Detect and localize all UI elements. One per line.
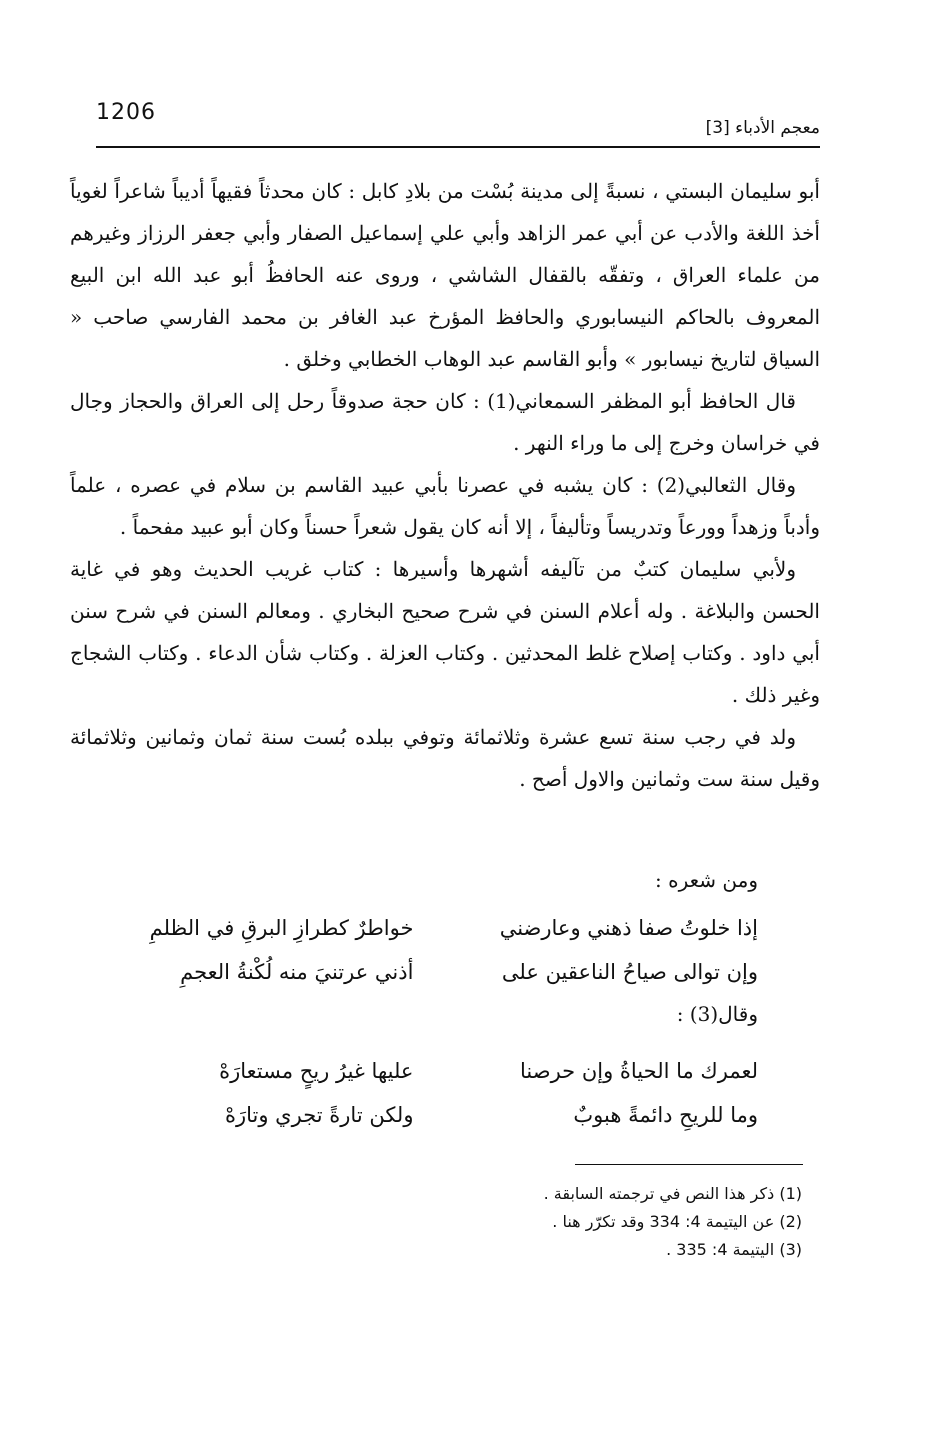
verse (120, 1093, 758, 1137)
main-text (70, 170, 820, 800)
footnotes (544, 1180, 802, 1264)
verse-first-hemistich: وما للريحِ دائمةً هبوبٌ (573, 1103, 758, 1127)
poem-intro: ومن شعره : (655, 868, 758, 892)
footnote-3: (3) اليتيمة 4: 335 . (666, 1240, 802, 1259)
paragraph-works: ولأبي سليمان كتبٌ من تآليفه أشهرها وأسيرها : كتاب غريب الحديث وهو في غاية الحسن والبلاغة . وله أعلام السنن في شرح صحيح البخاري . ومعالم السنن في شرح سنن أبي داود . وكتاب إصلاح غلط المحدثين . وكتاب العزلة . وكتاب شأن الدعاء . وكتاب الشجاج وغير ذلك . (70, 557, 820, 707)
page-number: 1206 (96, 100, 156, 125)
footnote-divider (575, 1164, 803, 1165)
poem-second-intro: وقال(3) : (676, 1002, 758, 1026)
paragraph-dates: ولد في رجب سنة تسع عشرة وثلاثمائة وتوفي ببلده بُست سنة ثمان وثمانين وثلاثمائة وقيل سنة ست وثمانين والاول أصح . (70, 725, 820, 791)
paragraph-biography: أبو سليمان البستي ، نسبةً إلى مدينة بُسْت من بلادِ كابل : كان محدثاً فقيهاً أديباً شاعراً لغوياً أخذ اللغة والأدب عن أبي عمر الزاهد وأبي علي إسماعيل الصفار وأبي جعفر الرزاز وغيرهم من علماء العراق ، وتفقّه بالقفال الشاشي ، وروى عنه الحافظُ أبو عبد الله ابن البيع المعروف بالحاكم النيسابوري والحافظ المؤرخ عبد الغافر بن محمد الفارسي صاحب « السياق لتاريخ نيسابور » وأبو القاسم عبد الوهاب الخطابي وخلق . (70, 179, 820, 371)
running-title: معجم الأدباء [3] (705, 118, 820, 138)
footnote-1: (1) ذكر هذا النص في ترجمته السابقة . (543, 1184, 802, 1203)
verse-second-hemistich: خواطرٌ كطرازِ البرقِ في الظلمِ (149, 916, 414, 940)
header-divider (96, 146, 820, 148)
verse-second-hemistich: عليها غيرُ ريحٍ مستعارَهْ (219, 1059, 414, 1083)
verse (120, 950, 758, 994)
verse-first-hemistich: وإن توالى صياحُ الناعقين على (501, 960, 758, 984)
footnote-2: (2) عن اليتيمة 4: 334 وقد تكرّر هنا . (552, 1212, 802, 1231)
poem-second (120, 1049, 758, 1137)
verse-first-hemistich: لعمرك ما الحياةُ وإن حرصنا (520, 1059, 758, 1083)
paragraph-samani: قال الحافظ أبو المظفر السمعاني(1) : كان حجة صدوقاً رحل إلى العراق والحجاز وجال في خراسان وخرج إلى ما وراء النهر . (70, 389, 820, 455)
poem-first (120, 906, 758, 994)
verse-first-hemistich: إذا خلوتُ صفا ذهني وعارضني (499, 916, 758, 940)
verse-second-hemistich: أذني عرتنيَ منه لُكْنةُ العجمِ (180, 960, 414, 984)
verse-second-hemistich: ولكن تارةً تجري وتارَهْ (224, 1103, 414, 1127)
paragraph-thaalibi: وقال الثعالبي(2) : كان يشبه في عصرنا بأبي عبيد القاسم بن سلام في عصره ، علماً وأدباً وزهداً وورعاً وتدريساً وتأليفاً ، إلا أنه كان يقول شعراً حسناً وكان أبو عبيد مفحماً . (70, 473, 820, 539)
verse (120, 1049, 758, 1093)
verse (120, 906, 758, 950)
